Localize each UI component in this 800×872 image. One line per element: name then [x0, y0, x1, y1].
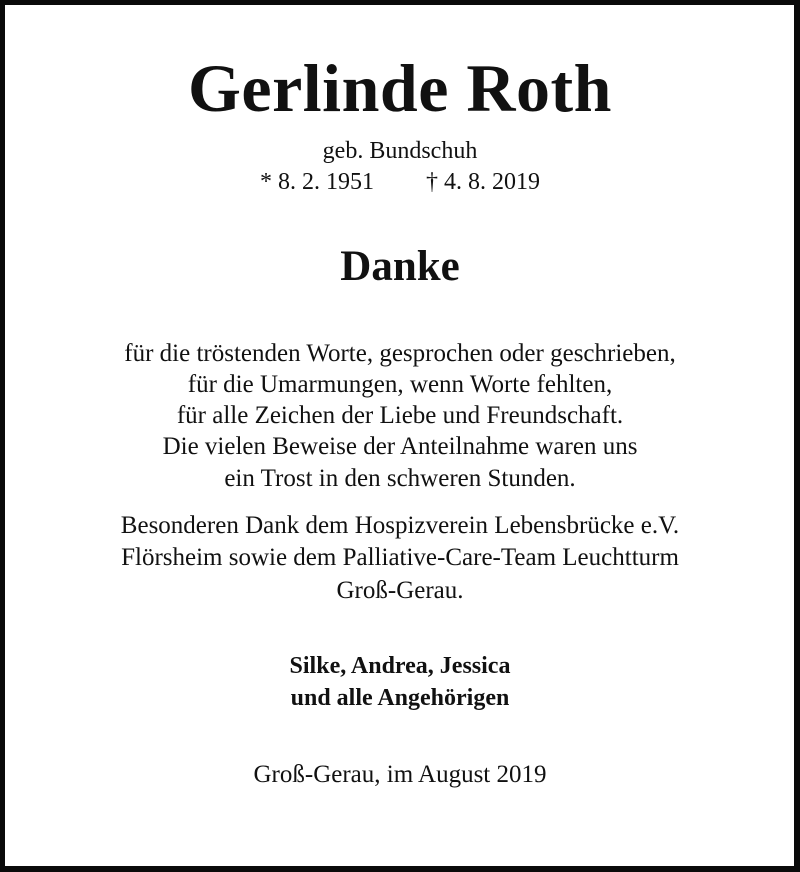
death-date: † 4. 8. 2019	[426, 169, 540, 195]
paragraph1-line: für die Umarmungen, wenn Worte fehlten,	[187, 371, 613, 398]
birth-date: * 8. 2. 1951	[260, 169, 374, 195]
signature-line: Silke, Andrea, Jessica	[289, 653, 511, 679]
paragraph2-line: Flörsheim sowie dem Palliative-Care-Team Leuchtturm	[121, 544, 679, 571]
paragraph2-line: Besonderen Dank dem Hospizverein Lebensbrücke e.V.	[120, 512, 680, 539]
paragraph2-line: Groß-Gerau.	[336, 577, 464, 604]
signature-line: und alle Angehörigen	[290, 685, 510, 711]
life-dates	[0, 170, 800, 194]
paragraph1-line: für die tröstenden Worte, gesprochen oder geschrieben,	[124, 340, 676, 367]
paragraph1-line: für alle Zeichen der Liebe und Freundschaft.	[176, 402, 624, 429]
maiden-name: geb. Bundschuh	[322, 138, 478, 164]
paragraph1-line: Die vielen Beweise der Anteilnahme waren uns	[162, 433, 638, 460]
deceased-name: Gerlinde Roth	[188, 50, 612, 126]
heading-thanks: Danke	[340, 243, 460, 290]
place-date: Groß-Gerau, im August 2019	[253, 761, 547, 788]
paragraph1-line: ein Trost in den schweren Stunden.	[224, 465, 576, 492]
